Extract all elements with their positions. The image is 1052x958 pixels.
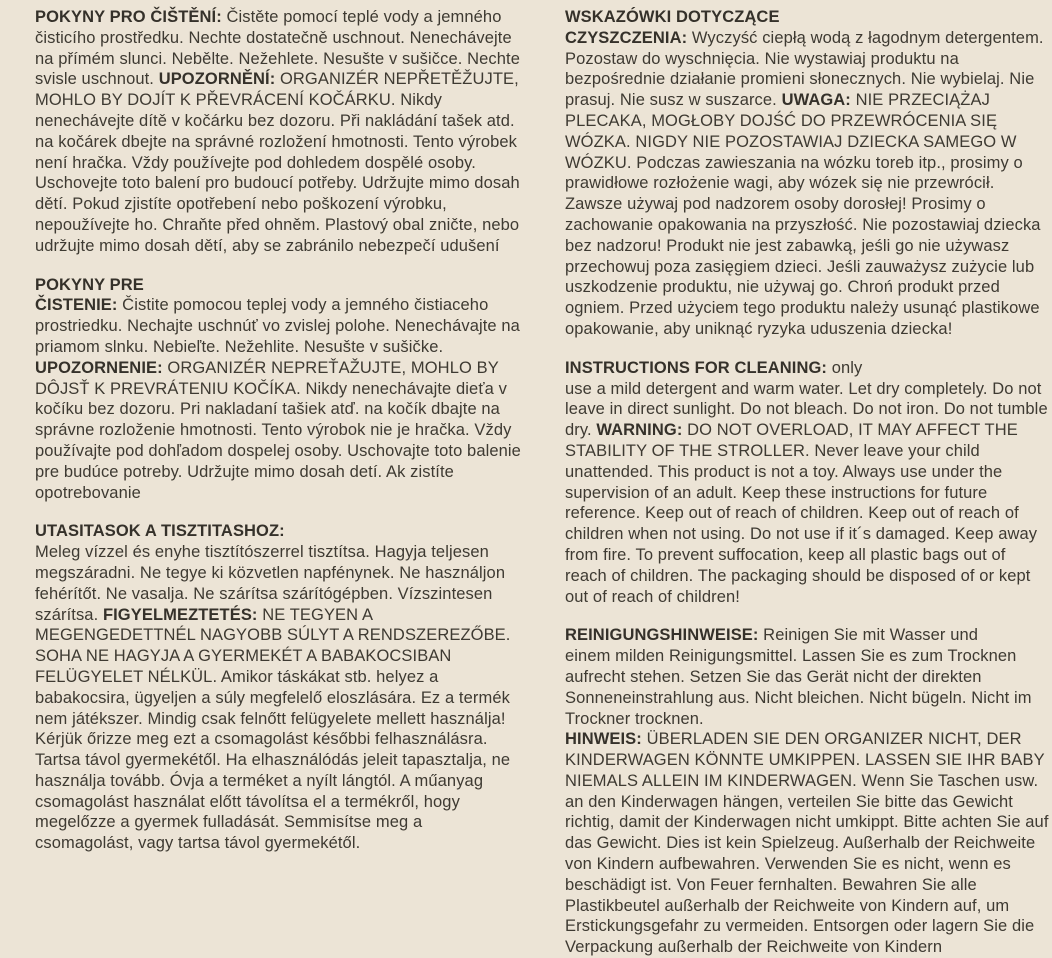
section-german-cleaning-instructions: REINIGUNGSHINWEISE: Reinigen Sie mit Wasser und einem milden Reinigungsmittel. Lassen Sie es zum Trocknen aufrecht stehen. Setzen Sie das Gerät nicht der direkten Sonneneinstrahlung aus. Nicht bleichen. Nicht bügeln. Nicht im Trockner trocknen. HINWEIS: ÜBERLADEN SIE DEN ORGANIZER NICHT, DER KINDERWAGEN KÖNNTE UMKIPPEN. LASSEN SIE IHR BABY NIEMALS ALLEIN IM KINDERWAGEN. Wenn Sie Taschen usw. an den Kinderwagen hängen, verteilen Sie bitte das Gewicht richtig, damit der Kinderwagen nicht umkippt. Bitte achten Sie auf das Gewicht. Dies ist kein Spielzeug. Außerhalb der Reichweite von Kindern aufbewahren. Verwenden Sie es nicht, wenn es beschädigt ist. Von Feuer fernhalten. Bewahren Sie alle Plastikbeutel außerhalb der Reichweite von Kindern auf, um Erstickungsgefahr zu vermeiden. Entsorgen oder lagern Sie die Verpackung außerhalb der Reichweite von Kindern <box>565 626 1049 957</box>
section-slovak-cleaning-instructions: POKYNY PRE ČISTENIE: Čistite pomocou teplej vody a jemného čistiaceho prostriedku. Nechajte uschnúť vo zvislej polohe. Nenechávajte na priamom slnku. Nebieľte. Nežehlite. Nesušte v sušičke. UPOZORNENIE: ORGANIZÉR NEPREŤAŽUJTE, MOHLO BY DÔJSŤ K PREVRÁTENIU KOČÍKA. Nikdy nenechávajte dieťa v kočíku bez dozoru. Pri nakladaní tašiek atď. na kočík dbajte na správne rozloženie hmotnosti. Tento výrobok nie je hračka. Vždy používajte pod dohľadom dospelej osoby. Uschovajte toto balenie pre budúce potreby. Udržujte mimo dosah detí. Ak zistíte opotrebovanie <box>35 275 521 502</box>
section-english-cleaning-instructions: INSTRUCTIONS FOR CLEANING: only use a mild detergent and warm water. Let dry completely. Do not leave in direct sunlight. Do not bleach. Do not iron. Do not tumble dry. WARNING: DO NOT OVERLOAD, IT MAY AFFECT THE STABILITY OF THE STROLLER. Never leave your child unattended. This product is not a toy. Always use under the supervision of an adult. Keep these instructions for future reference. Keep out of reach of children. Keep out of reach of children when not using. Do not use if it´s damaged. Keep away from fire. To prevent suffocation, keep all plastic bags out of reach of children. The packaging should be disposed of or kept out of reach of children! <box>565 358 1048 606</box>
left-column <box>35 7 523 853</box>
right-column <box>565 7 1049 957</box>
section-czech-cleaning-instructions: POKYNY PRO ČIŠTĚNÍ: Čistěte pomocí teplé vody a jemného čisticího prostředku. Nechte dostatečně uschnout. Nenechávejte na přímém slunci. Nebělte. Nežehlete. Nesušte v sušičce. Nechte svisle uschnout. UPOZORNĚNÍ: ORGANIZÉR NEPŘETĚŽUJTE, MOHLO BY DOJÍT K PŘEVRÁCENÍ KOČÁRKU. Nikdy nenechávejte dítě v kočárku bez dozoru. Při nakládání tašek atd. na kočárek dbejte na správné rozložení hmotnosti. Tento výrobek není hračka. Vždy používejte pod dohledem dospělé osoby. Uschovejte toto balení pro budoucí potřeby. Udržujte mimo dosah dětí. Pokud zjistíte opotřebení nebo poškození výrobku, nepoužívejte ho. Chraňte před ohněm. Plastový obal zničte, nebo udržujte mimo dosah dětí, aby se zabránilo nebezpečí udušení <box>35 8 521 255</box>
section-hungarian-cleaning-instructions: UTASITASOK A TISZTITASHOZ: Meleg vízzel és enyhe tisztítószerrel tisztítsa. Hagyja teljesen megszáradni. Ne tegye ki közvetlen napfénynek. Ne használjon fehérítőt. Ne vasalja. Ne szárítsa szárítógépben. Vízszintesen szárítsa. FIGYELMEZTETÉS: NE TEGYEN A MEGENGEDETTNÉL NAGYOBB SÚLYT A RENDSZEREZŐBE. SOHA NE HAGYJA A GYERMEKÉT A BABAKOCSIBAN FELÜGYELET NÉLKÜL. Amikor táskákat stb. helyez a babakocsira, ügyeljen a súly megfelelő eloszlására. Ez a termék nem játékszer. Mindig csak felnőtt felügyelete mellett használja! Kérjük őrizze meg ezt a csomagolást későbbi felhasználásra. Tartsa távol gyermekétől. Ha elhasználódás jeleit tapasztalja, ne használja tovább. Óvja a terméket a nyílt lángtól. A műanyag csomagolást használat előtt távolítsa el a termékről, hogy megelőzze a gyermek fulladását. Semmisítse meg a csomagolást, vagy tartsa távol gyermekétől. <box>35 522 511 853</box>
section-polish-cleaning-instructions: WSKAZÓWKI DOTYCZĄCE CZYSZCZENIA: Wyczyść ciepłą wodą z łagodnym detergentem. Pozostaw do wyschnięcia. Nie wystawiaj produktu na bezpośrednie działanie promieni słonecznych. Nie wybielaj. Nie prasuj. Nie susz w suszarce. UWAGA: NIE PRZECIĄŻAJ PLECAKA, MOGŁOBY DOJŚĆ DO PRZEWRÓCENIA SIĘ WÓZKA. NIGDY NIE POZOSTAWIAJ DZIECKA SAMEGO W WÓZKU. Podczas zawieszania na wózku toreb itp., prosimy o prawidłowe rozłożenie wagi, aby wózek się nie przewrócił. Zawsze używaj pod nadzorem osoby dorosłej! Prosimy o zachowanie opakowania na przyszłość. Nie pozostawiaj dziecka bez nadzoru! Produkt nie jest zabawką, jeśli go nie używasz przechowuj poza zasięgiem dzieci. Jeśli zauważysz zużycie lub uszkodzenie produktu, nie używaj go. Chroń produkt przed ogniem. Przed użyciem tego produktu należy usunąć plastikowe opakowanie, aby uniknąć ryzyka uduszenia dziecka! <box>565 8 1044 338</box>
